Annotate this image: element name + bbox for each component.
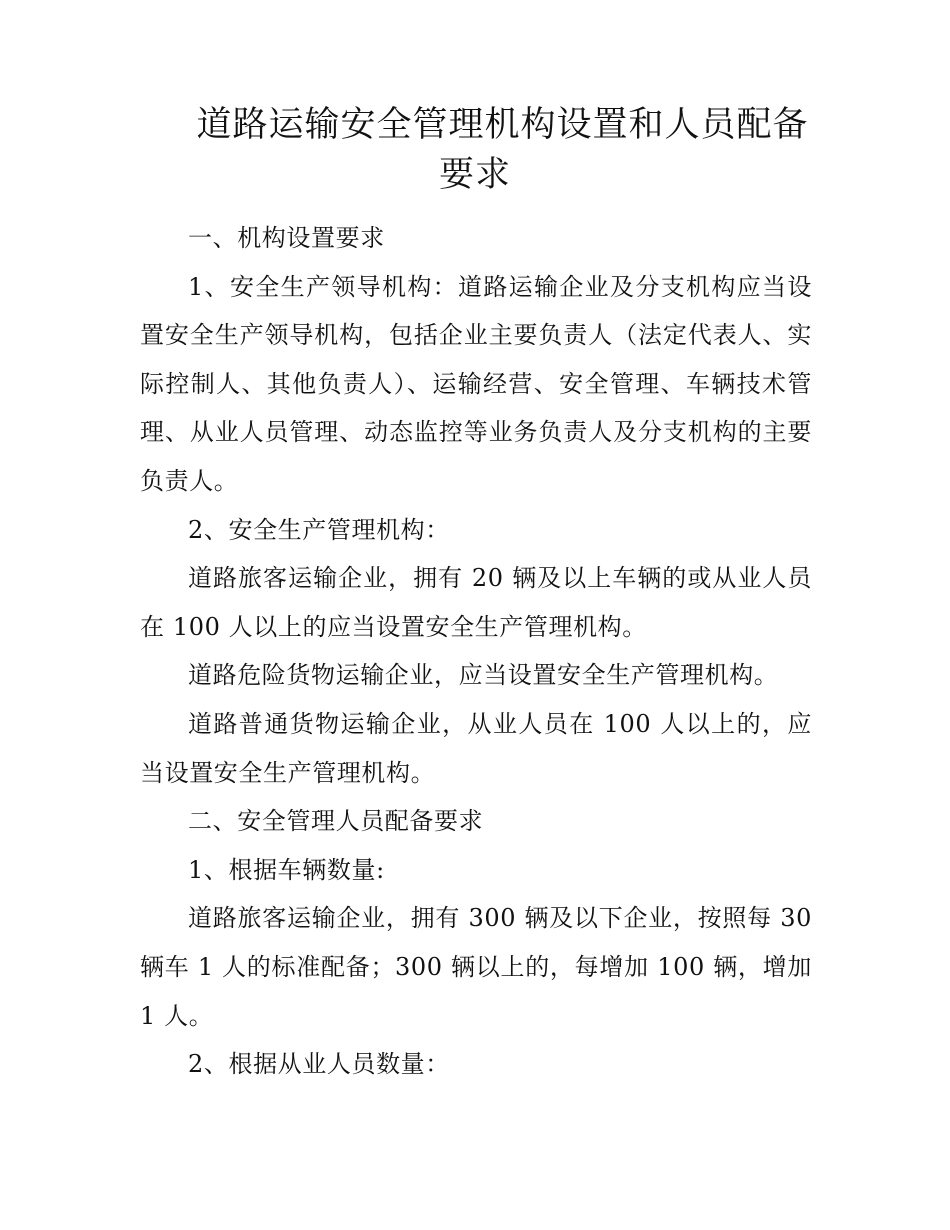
paragraph-passenger-vehicle-ratio: 道路旅客运输企业，拥有 300 辆及以下企业，按照每 30 辆车 1 人的标准配备；300 辆以上的，每增加 100 辆，增加 1 人。 [140, 904, 812, 1030]
document-body [140, 214, 812, 1089]
section-heading-organization: 一、机构设置要求 [188, 224, 385, 252]
paragraph-management-body-heading: 2、安全生产管理机构： [188, 515, 450, 544]
paragraph-by-vehicle-count: 1、根据车辆数量: [188, 855, 385, 884]
paragraph-by-employee-count: 2、根据从业人员数量： [188, 1050, 450, 1079]
paragraph-dangerous-goods: 道路危险货物运输企业，应当设置安全生产管理机构。 [188, 661, 779, 690]
paragraph-passenger-transport: 道路旅客运输企业，拥有 20 辆及以上车辆的或从业人员在 100 人以上的应当设置安全生产管理机构。 [140, 564, 812, 641]
document-title: 道路运输安全管理机构设置和人员配备要求 [196, 105, 809, 195]
section-heading-staffing: 二、安全管理人员配备要求 [188, 807, 484, 836]
paragraph-general-freight: 道路普通货物运输企业，从业人员在 100 人以上的，应当设置安全生产管理机构。 [140, 709, 812, 787]
paragraph-leadership-body: 1、安全生产领导机构：道路运输企业及分支机构应当设置安全生产领导机构，包括企业主要负责人（法定代表人、实际控制人、其他负责人）、运输经营、安全管理、车辆技术管理、从业人员管理、动态监控等业务负责人及分支机构的主要负责人。 [140, 272, 812, 495]
